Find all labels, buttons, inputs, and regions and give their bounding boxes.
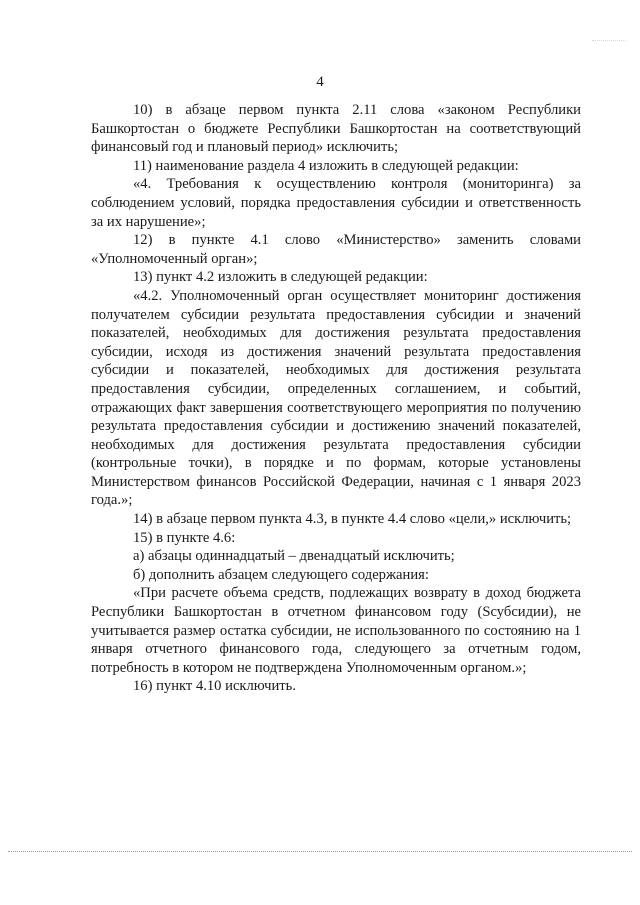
paragraph-item-15a: а) абзацы одиннадцатый – двенадцатый исключить; xyxy=(133,548,455,565)
paragraph-item-13: 13) пункт 4.2 изложить в следующей редакции: xyxy=(133,269,428,286)
paragraph-item-16: 16) пункт 4.10 исключить. xyxy=(133,678,296,695)
paragraph-clause-4-2: «4.2. Уполномоченный орган осуществляет мониторинг достижения получателем субсидии результата предоставления субсидии и значений показателей, необходимых для достижения результата предоставления субсидии, исходя из достижения значений результата предоставления субсидии и показателей, необходимых для достижения результата предоставления субсидии, определенных соглашением, и событий, отражающих факт завершения соответствующего мероприятия по получению результата предоставления субсидии и достижению значений показателей, необходимых для достижения результата предоставления субсидии (контрольные точки), в порядке и по формам, которые установлены Министерством финансов Российской Федерации, начиная с 1 января 2023 года.»; xyxy=(91,287,581,509)
paragraph-item-14: 14) в абзаце первом пункта 4.3, в пункте 4.4 слово «цели,» исключить; xyxy=(133,511,572,528)
document-body xyxy=(91,101,581,696)
scan-corner-mark xyxy=(592,40,626,41)
paragraph-item-11: 11) наименование раздела 4 изложить в следующей редакции: xyxy=(133,157,519,174)
footer-divider xyxy=(8,851,632,852)
paragraph-item-15b: б) дополнить абзацем следующего содержания: xyxy=(133,566,429,583)
paragraph-item-15: 15) в пункте 4.6: xyxy=(133,529,236,546)
paragraph-item-12: 12) в пункте 4.1 слово «Министерство» заменить словами «Уполномоченный орган»; xyxy=(91,232,581,267)
page-number: 4 xyxy=(316,74,324,90)
paragraph-section-4-title: «4. Требования к осуществлению контроля (мониторинга) за соблюдением условий, порядка предоставления субсидии и ответственность за их нарушение»; xyxy=(91,176,581,230)
paragraph-item-10: 10) в абзаце первом пункта 2.11 слова «законом Республики Башкортостан о бюджете Республики Башкортостан на соответствующий финансовый год и плановый период» исключить; xyxy=(91,102,581,156)
paragraph-new-abzac: «При расчете объема средств, подлежащих возврату в доход бюджета Республики Башкортостан в отчетном финансовом году (Sсубсидии), не учитывается размер остатка субсидии, не использованного по состоянию на 1 января отчетного финансового года, следующего за отчетным годом, потребность в котором не подтверждена Уполномоченным органом.»; xyxy=(91,585,581,676)
